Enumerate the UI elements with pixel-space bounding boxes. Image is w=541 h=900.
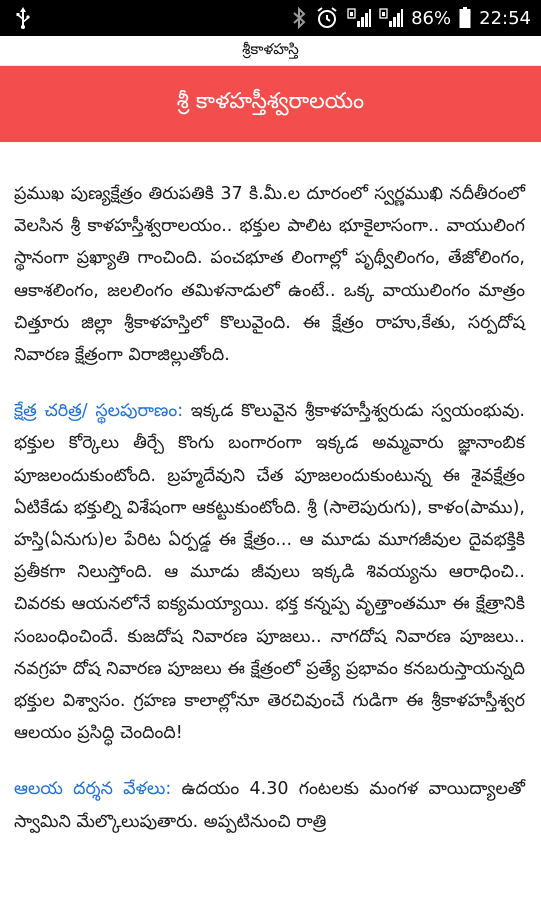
paragraph-heading: ఆలయ దర్శన వేళలు: xyxy=(14,779,172,800)
status-right xyxy=(291,6,531,30)
app-toolbar xyxy=(0,36,541,66)
status-left xyxy=(16,7,30,29)
battery-icon xyxy=(459,7,471,29)
usb-icon xyxy=(16,7,30,29)
signal-sim1-icon xyxy=(347,7,371,29)
battery-percent: 86% xyxy=(411,7,452,29)
paragraph-text: ఉదయం 4.30 గంటలకు మంగళ వాయిద్యాలతో స్వామిని మేల్కొలుపుతారు. అప్పటినుంచి రాత్రి xyxy=(14,779,525,832)
status-bar xyxy=(0,0,541,36)
bluetooth-icon xyxy=(291,7,307,29)
alarm-icon xyxy=(315,6,339,30)
paragraph-intro xyxy=(14,178,525,371)
header-banner xyxy=(0,66,541,142)
paragraph-text: ఇక్కడ కొలువైన శ్రీకాళహస్తీశ్వరుడు స్వయంభువు. భక్తుల కోర్కెలు తీర్చే కొంగు బంగారంగా ఇక్కడ అమ్మవారు జ్ఞానాంబిక పూజలందుకుంటోంది. బ్రహ్మదేవుని చేత పూజలందుకుంటున్న ఈ శైవక్షేత్రం ఏటికేడు భక్తుల్ని విశేషంగా ఆకట్టుకుంటోంది. శ్రీ (సాలెపురుగు), కాళం(పాము), హస్తి(ఏనుగు)ల పేరిట ఏర్పడ్డ ఈ క్షేత్రం... ఆ మూడు మూగజీవుల దైవభక్తికి ప్రతీకగా నిలుస్తోంది. ఆ మూడు జీవులు ఇక్కడి శివయ్యను ఆరాధించి.. చివరకు ఆయనలోనే ఐక్యమయ్యాయి. భక్త కన్నప్ప వృత్తాంతమూ ఈ క్షేత్రానికి సంబంధించిందే. కుజదోష నివారణ పూజలు.. నాగదోష నివారణ పూజలు.. నవగ్రహ దోష నివారణ పూజలు ఈ క్షేత్రంలో ప్రత్యే ప్రభావం కనబరుస్తాయన్నది భక్తుల విశ్వాసం. గ్రహణ కాలాల్లోనూ తెరచివుంచే గుడిగా ఈ శ్రీకాళహస్తీశ్వర ఆలయం ప్రసిద్ధి చెందింది! xyxy=(14,401,525,744)
article-content xyxy=(0,142,541,838)
toolbar-title: శ్రీకాళహస్తి xyxy=(242,39,299,58)
page-title: శ్రీ కాళహస్తీశ్వరాలయం xyxy=(176,89,365,114)
signal-sim2-icon xyxy=(379,7,403,29)
paragraph-timings xyxy=(14,773,525,837)
clock: 22:54 xyxy=(479,7,531,29)
paragraph-heading: క్షేత్ర చరిత్ర/ స్థలపురాణం: xyxy=(14,401,184,422)
paragraph-text: ప్రముఖ పుణ్యక్షేత్రం తిరుపతికి 37 కి.మీ.ల దూరంలో స్వర్ణముఖి నదీతీరంలో వెలసిన శ్రీ కాళహస్తీశ్వరాలయం.. భక్తుల పాలిట భూకైలాసంగా.. వాయులింగ స్థానంగా ప్రఖ్యాతి గాంచింది. పంచభూత లింగాల్లో పృథ్వీలింగం, తేజోలింగం, ఆకాశలింగం, జలలింగం తమిళనాడులో ఉంటే.. ఒక్క వాయులింగం మాత్రం చిత్తూరు జిల్లా శ్రీకాళహస్తిలో కొలువైంది. ఈ క్షేత్రం రాహు,కేతు, సర్పదోష నివారణ క్షేత్రంగా విరాజిల్లుతోంది. xyxy=(14,184,525,366)
paragraph-history xyxy=(14,395,525,749)
